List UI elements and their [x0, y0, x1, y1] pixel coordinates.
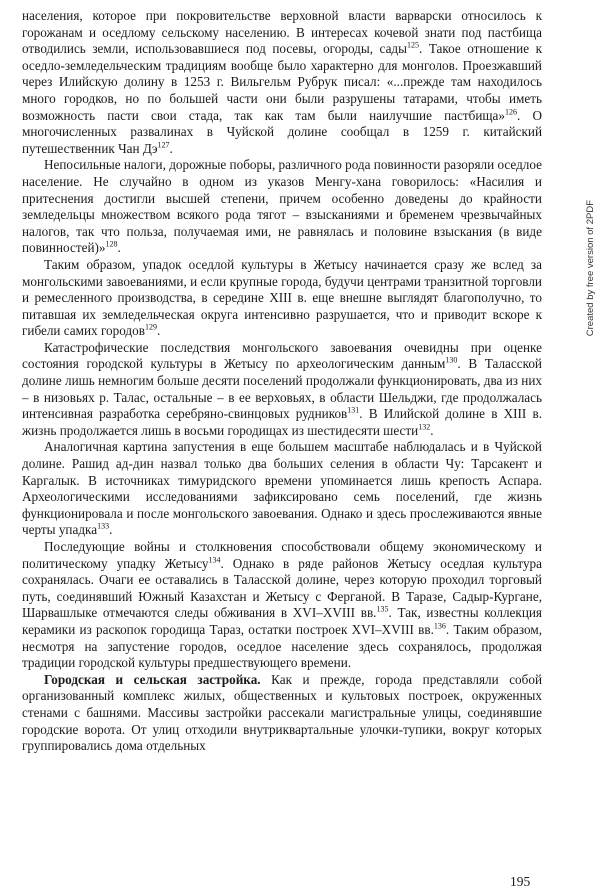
- text-run: . Такое отношение к оседло-земледельческим традициям вообще было характерно для монголов. Проезжавший через Илийскую долину в 1253 г. Вильгельм Рубрук писал: «...прежде там находилось много городков, но по большей части они были разрушены татарами, чтобы иметь возможность пасти свои стада, так как там были наилучшие пастбища»: [22, 41, 542, 123]
- footnote-ref: 130: [445, 356, 458, 366]
- section-heading: Городская и сельская застройка.: [44, 671, 261, 687]
- footnote-ref: 131: [347, 405, 360, 415]
- text-run: Непосильные налоги, дорожные поборы, различного рода повинности разоряли оседлое население. Не случайно в одном из указов Менгу-хана говорилось: «Насилия и притеснения достигли высшей степени, причем особенно доведены до крайности земледельцы множеством всякого рода тягот – взысканиями и бременем чрезвычайных налогов, так что польза, получаемая ими, не равнялась и половине взыскания (в виде повинностей)»: [22, 157, 542, 256]
- text-run: населения, которое при покровительстве верховной власти варварски относилось к горожанам и оседлому сельскому населению. В интересах кочевой знати под пастбища отводились земли, использовавшиеся под посевы, огороды, сады: [22, 8, 542, 57]
- paragraph: [22, 8, 542, 157]
- paragraph: [22, 539, 542, 672]
- footnote-ref: 125: [407, 40, 419, 50]
- footnote-ref: 133: [97, 522, 110, 532]
- footnote-ref: 126: [505, 107, 517, 117]
- text-run: . В Илийской долине в XIII в. жизнь продолжается лишь в восьми городищах из шестидесяти шести: [22, 406, 542, 438]
- text-run: .: [117, 240, 121, 256]
- text-run: Таким образом, упадок оседлой культуры в Жетысу начинается сразу же вслед за монгольскими завоеваниями, и если крупные города, будучи центрами транзитной торговли и ремесленного производства, в середине XIII в. еще внешне выглядят благополучно, то питавшая их земледельческая округа интенсивно разрушается, что и приводит вскоре к гибели самих городов: [22, 256, 542, 339]
- body-text: [22, 8, 542, 755]
- text-run: . Однако в ряде районов Жетысу оседлая культура сохранялась. Очаги ее оставались в Таласской долине, через которую проходил торговый путь, соединявший Южный Казахстан и Жетысу с Ферганой. В Таразе, Садыр-Кургане, Шарвашлыке отмечаются следы обживания в XVI–XVIII вв.: [22, 555, 543, 621]
- footnote-ref: 135: [376, 604, 389, 614]
- paragraph: [22, 439, 542, 539]
- paragraph: [22, 157, 542, 257]
- text-run: Катастрофические последствия монгольского завоевания очевидны при оценке состояния городской культуры в Жетысу по археологическим данным: [22, 339, 542, 372]
- page-number: 195: [510, 874, 531, 889]
- text-run: . В Таласской долине лишь немногим больше десяти поселений продолжали функционировать, два из них – в низовьях р. Талас, остальные – в ее верховьях, в области Шельджи, где продолжалась интенсивная разработка серебряно-свинцовых рудников: [22, 356, 542, 422]
- footnote-ref: 134: [208, 555, 221, 565]
- text-run: Как и прежде, города представляли собой организованный комплекс жилых, общественных и культовых построек, окруженных стенами с башнями. Массивы застройки рассекали магистральные улицы, соединявшие городские ворота. От улиц отходили внутриквартальные улочки-тупики, вокруг которых группировались дома отдельных: [22, 671, 542, 754]
- footnote-ref: 136: [433, 621, 446, 631]
- footnote-ref: 127: [157, 140, 170, 150]
- paragraph: [22, 257, 542, 340]
- paragraph: [22, 340, 542, 440]
- text-run: .: [430, 422, 434, 438]
- pdf-watermark-note: Created by free version of 2PDF: [585, 200, 596, 337]
- text-run: Аналогичная картина запустения в еще большем масштабе наблюдалась и в Чуйской долине. Рашид ад-дин назвал только два больших селения в области Чу: Тарсакент и Каргалык. В источниках тимуридского времени упоминается лишь крепость Аспара. Археологическими исследованиями зафиксировано семь поселений, где жизнь функционировала и после монгольского завоевания. Однако и здесь прослеживаются явные черты упадка: [22, 439, 542, 538]
- footnote-ref: 129: [144, 322, 157, 332]
- text-run: . Таким образом, несмотря на запустение городов, оседлое население здесь сохранялось, продолжая традиции городской культуры предшествующего времени.: [22, 621, 542, 671]
- footnote-ref: 132: [418, 422, 431, 432]
- text-run: .: [109, 522, 113, 538]
- footnote-ref: 128: [105, 239, 118, 249]
- text-run: . Так, известны коллекция керамики из раскопок городища Тараз, остатки построек XVI–XVIII вв.: [22, 605, 542, 637]
- text-run: .: [156, 323, 161, 339]
- text-run: Последующие войны и столкновения способствовали общему экономическому и политическому упадку Жетысу: [22, 539, 542, 571]
- paragraph: [22, 672, 542, 755]
- text-run: . О многочисленных развалинах в Чуйской долине сообщал в 1259 г. китайский путешественник Чан Дэ: [22, 107, 542, 156]
- text-run: .: [169, 140, 173, 156]
